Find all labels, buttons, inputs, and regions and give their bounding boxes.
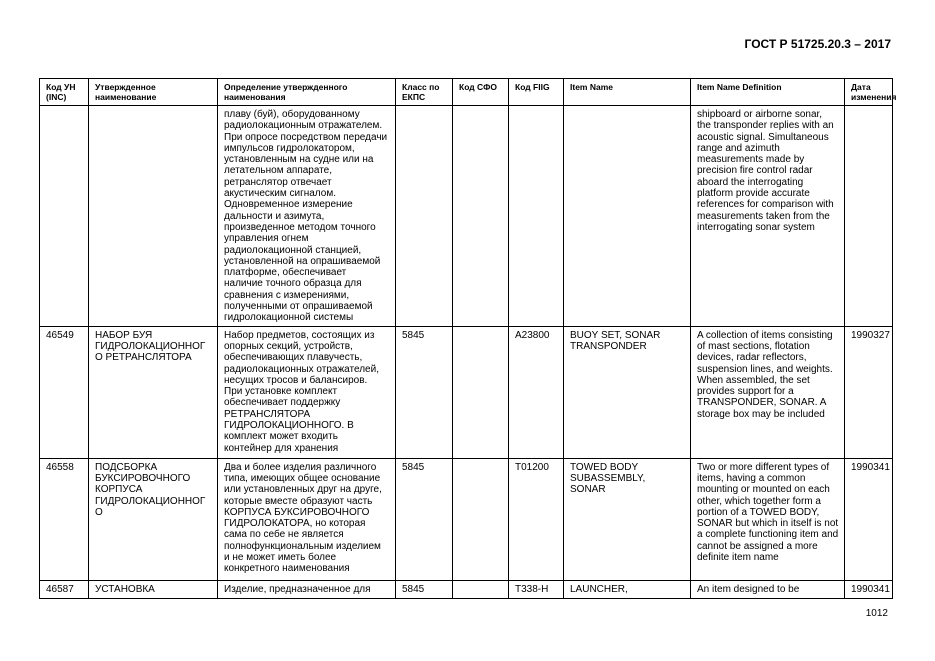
cell-inc [40,106,89,327]
catalog-table [39,78,897,599]
cell-item-name: LAUNCHER, [564,580,691,598]
cell-date [845,106,893,327]
cell-fiig: T338-H [509,580,564,598]
cell-name-ru [89,106,218,327]
table-row [40,458,893,580]
col-header-class: Класс по ЕКПС [396,79,453,106]
cell-definition-ru: Изделие, предназначенное для [218,580,396,598]
cell-fiig: T01200 [509,458,564,580]
cell-class: 5845 [396,458,453,580]
cell-item-name [564,106,691,327]
cell-sfo [453,106,509,327]
col-header-inc: Код УН (INC) [40,79,89,106]
cell-sfo [453,326,509,458]
page-number: 1012 [865,608,888,619]
cell-item-name: BUOY SET, SONAR TRANSPONDER [564,326,691,458]
col-header-sfo: Код СФО [453,79,509,106]
col-header-fiig: Код FIIG [509,79,564,106]
cell-item-definition: Two or more different types of items, having a common mounting or mounted on each other, which together form a portion of a TOWED BODY, SONAR but which in itself is not a complete functioning item and cannot be assigned a more definite item name [691,458,845,580]
col-header-item-definition: Item Name Definition [691,79,845,106]
cell-definition-ru: Набор предметов, состоящих из опорных секций, устройств, обеспечивающих плавучесть, радиолокационных отражателей, несущих тросов и балансиров. При установке комплект обеспечивает поддержку РЕТРАНСЛЯТОРА ГИДРОЛОКАЦИОННОГО. В комплект может входить контейнер для хранения [218,326,396,458]
col-header-name-ru: Утвержденное наименование [89,79,218,106]
col-header-date: Дата изменения [845,79,893,106]
cell-date: 1990341 [845,458,893,580]
col-header-item-name: Item Name [564,79,691,106]
cell-name-ru: ПОДСБОРКА БУКСИРОВОЧНОГО КОРПУСА ГИДРОЛОКАЦИОННОГ О [89,458,218,580]
cell-definition-ru: плаву (буй), оборудованному радиолокационным отражателем. При опросе посредством передачи импульсов гидролокатором, установленным на судне или на летательном аппарате, ретранслятор отвечает акустическим сигналом. Одновременное измерение дальности и азимута, произведенное методом точного управления огнем радиолокационной станцией, установленной на опрашиваемой платформе, обеспечивает наличие точного образца для сравнения с измерениями, полученными от опрашиваемой гидролокационной системы [218,106,396,327]
cell-class: 5845 [396,326,453,458]
cell-date: 1990341 [845,580,893,598]
cell-date: 1990327 [845,326,893,458]
cell-definition-ru: Два и более изделия различного типа, имеющих общее основание или установленных друг на друге, которые вместе образуют часть КОРПУСА БУКСИРОВОЧНОГО ГИДРОЛОКАТОРА, но которая сама по себе не является полнофункциональным изделием и не может иметь более конкретного наименования [218,458,396,580]
cell-fiig: A23800 [509,326,564,458]
cell-item-name: TOWED BODY SUBASSEMBLY, SONAR [564,458,691,580]
cell-fiig [509,106,564,327]
cell-inc: 46549 [40,326,89,458]
table-header-row [40,79,893,106]
cell-item-definition: shipboard or airborne sonar, the transponder replies with an acoustic signal. Simultaneous range and azimuth measurements made by precision fire control radar aboard the interrogating platform provide accurate references for comparison with measurements taken from the interrogating sonar system [691,106,845,327]
cell-name-ru: УСТАНОВКА [89,580,218,598]
cell-class: 5845 [396,580,453,598]
table-row [40,580,893,598]
table-row [40,106,893,327]
cell-item-definition: An item designed to be [691,580,845,598]
cell-sfo [453,580,509,598]
cell-sfo [453,458,509,580]
standard-designation: ГОСТ Р 51725.20.3 – 2017 [744,37,891,51]
col-header-definition-ru: Определение утвержденного наименования [218,79,396,106]
cell-inc: 46558 [40,458,89,580]
cell-class [396,106,453,327]
cell-item-definition: A collection of items consisting of mast sections, flotation devices, radar reflectors, suspension lines, and weights. When assembled, the set provides support for a TRANSPONDER, SONAR. A storage box may be included [691,326,845,458]
cell-inc: 46587 [40,580,89,598]
cell-name-ru: НАБОР БУЯ ГИДРОЛОКАЦИОННОГ О РЕТРАНСЛЯТОРА [89,326,218,458]
table-row [40,326,893,458]
